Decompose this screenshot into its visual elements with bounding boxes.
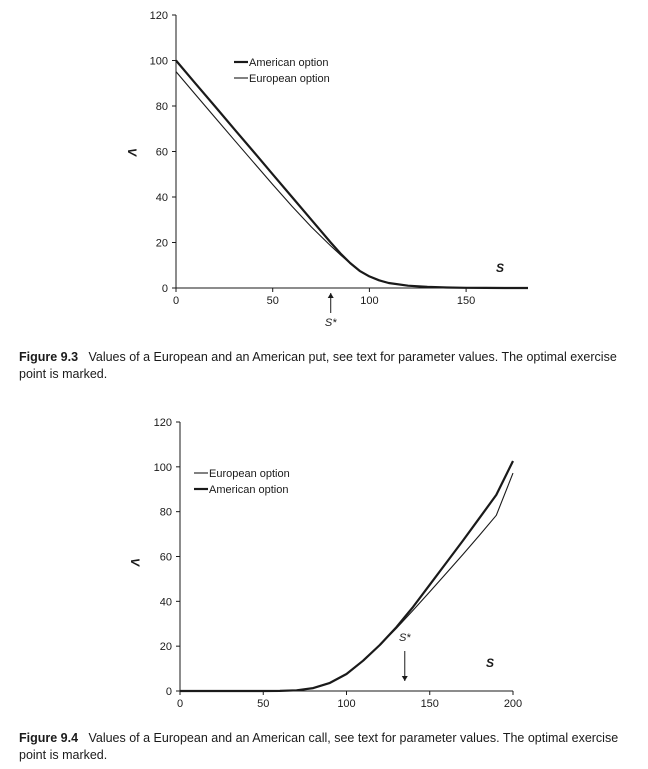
legend-label: American option [249, 57, 329, 69]
y-tick-label: 40 [159, 596, 172, 609]
x-tick-label: 200 [503, 698, 523, 710]
y-tick-label: 120 [149, 10, 168, 22]
x-tick-label: 100 [337, 698, 356, 710]
series-line-european-option [180, 473, 513, 691]
legend-label: American option [209, 484, 289, 496]
y-tick-label: 40 [155, 192, 168, 204]
caption-text: Values of a European and an American call, see text for parameter values. The optimal exercise point is marked. [19, 731, 619, 762]
put-chart [0, 0, 648, 340]
y-axis-label: V [125, 147, 139, 157]
x-tick-label: 0 [176, 698, 184, 710]
y-tick-label: 60 [159, 551, 172, 564]
annotation-label: S* [324, 317, 337, 329]
x-tick-label: 50 [266, 295, 279, 307]
x-axis-label: S [495, 261, 505, 275]
y-tick-label: 0 [161, 283, 168, 295]
x-tick-label: 100 [360, 295, 379, 307]
y-tick-label: 120 [153, 417, 172, 429]
x-axis-label: S [485, 656, 495, 670]
figure-put [0, 0, 648, 340]
caption-number: Figure 9.3 [19, 350, 79, 364]
caption-text: Values of a European and an American put, see text for parameter values. The optimal exercise point is marked. [19, 350, 617, 381]
series-line-american-option [176, 61, 528, 289]
annotation-arrow-head [328, 293, 334, 298]
x-tick-label: 150 [420, 698, 439, 710]
caption-figure-9-3 [19, 349, 639, 383]
legend-label: European option [249, 73, 330, 85]
y-tick-label: 80 [155, 101, 168, 113]
y-tick-label: 20 [159, 641, 172, 654]
annotation-label: S* [398, 632, 411, 644]
series-line-european-option [176, 72, 528, 288]
y-axis-label: V [128, 557, 142, 567]
caption-number: Figure 9.4 [19, 731, 79, 745]
x-tick-label: 0 [172, 295, 180, 307]
y-tick-label: 100 [149, 55, 168, 68]
y-tick-label: 20 [155, 237, 168, 250]
x-tick-label: 150 [456, 295, 476, 307]
figure-call [0, 405, 648, 715]
legend-label: European option [209, 468, 290, 480]
y-tick-label: 100 [153, 461, 172, 474]
caption-figure-9-4 [19, 730, 639, 764]
annotation-arrow-head [402, 676, 408, 681]
call-chart [0, 405, 648, 715]
y-tick-label: 60 [155, 146, 168, 159]
y-tick-label: 80 [159, 506, 172, 519]
y-tick-label: 0 [165, 686, 172, 698]
x-tick-label: 50 [257, 698, 270, 710]
